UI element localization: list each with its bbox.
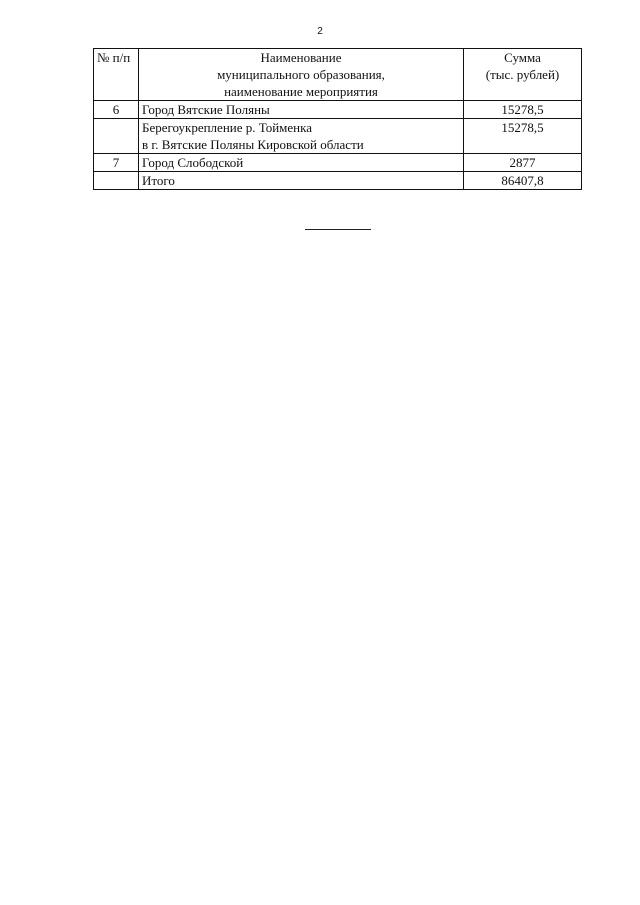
table-row [94, 101, 582, 119]
table-total-row [94, 172, 582, 190]
row-sum: 2877 [464, 154, 582, 172]
row-name-line: Итого [142, 173, 175, 188]
row-sum: 15278,5 [464, 101, 582, 119]
header-sum-line: Сумма [504, 50, 541, 65]
row-name [139, 119, 464, 154]
table-row [94, 154, 582, 172]
row-name [139, 172, 464, 190]
header-name [139, 49, 464, 101]
end-divider-line [305, 229, 371, 230]
row-sum: 15278,5 [464, 119, 582, 154]
header-name-line: муниципального образования, [217, 67, 385, 82]
row-number: 7 [94, 154, 139, 172]
row-sum: 86407,8 [464, 172, 582, 190]
table-header-row [94, 49, 582, 101]
row-name-line: Город Слободской [142, 155, 244, 170]
row-name [139, 101, 464, 119]
header-sum [464, 49, 582, 101]
header-name-line: наименование мероприятия [224, 84, 378, 99]
row-name [139, 154, 464, 172]
page-number: 2 [317, 26, 323, 37]
row-name-line: в г. Вятские Поляны Кировской области [142, 137, 364, 152]
row-number [94, 172, 139, 190]
header-name-line: Наименование [260, 50, 342, 65]
row-name-line: Город Вятские Поляны [142, 102, 270, 117]
header-sum-line: (тыс. рублей) [485, 67, 560, 82]
table-row [94, 119, 582, 154]
allocation-table [93, 48, 582, 190]
row-number [94, 119, 139, 154]
header-number: № п/п [94, 49, 139, 101]
row-name-line: Берегоукрепление р. Тойменка [142, 120, 313, 135]
row-number: 6 [94, 101, 139, 119]
